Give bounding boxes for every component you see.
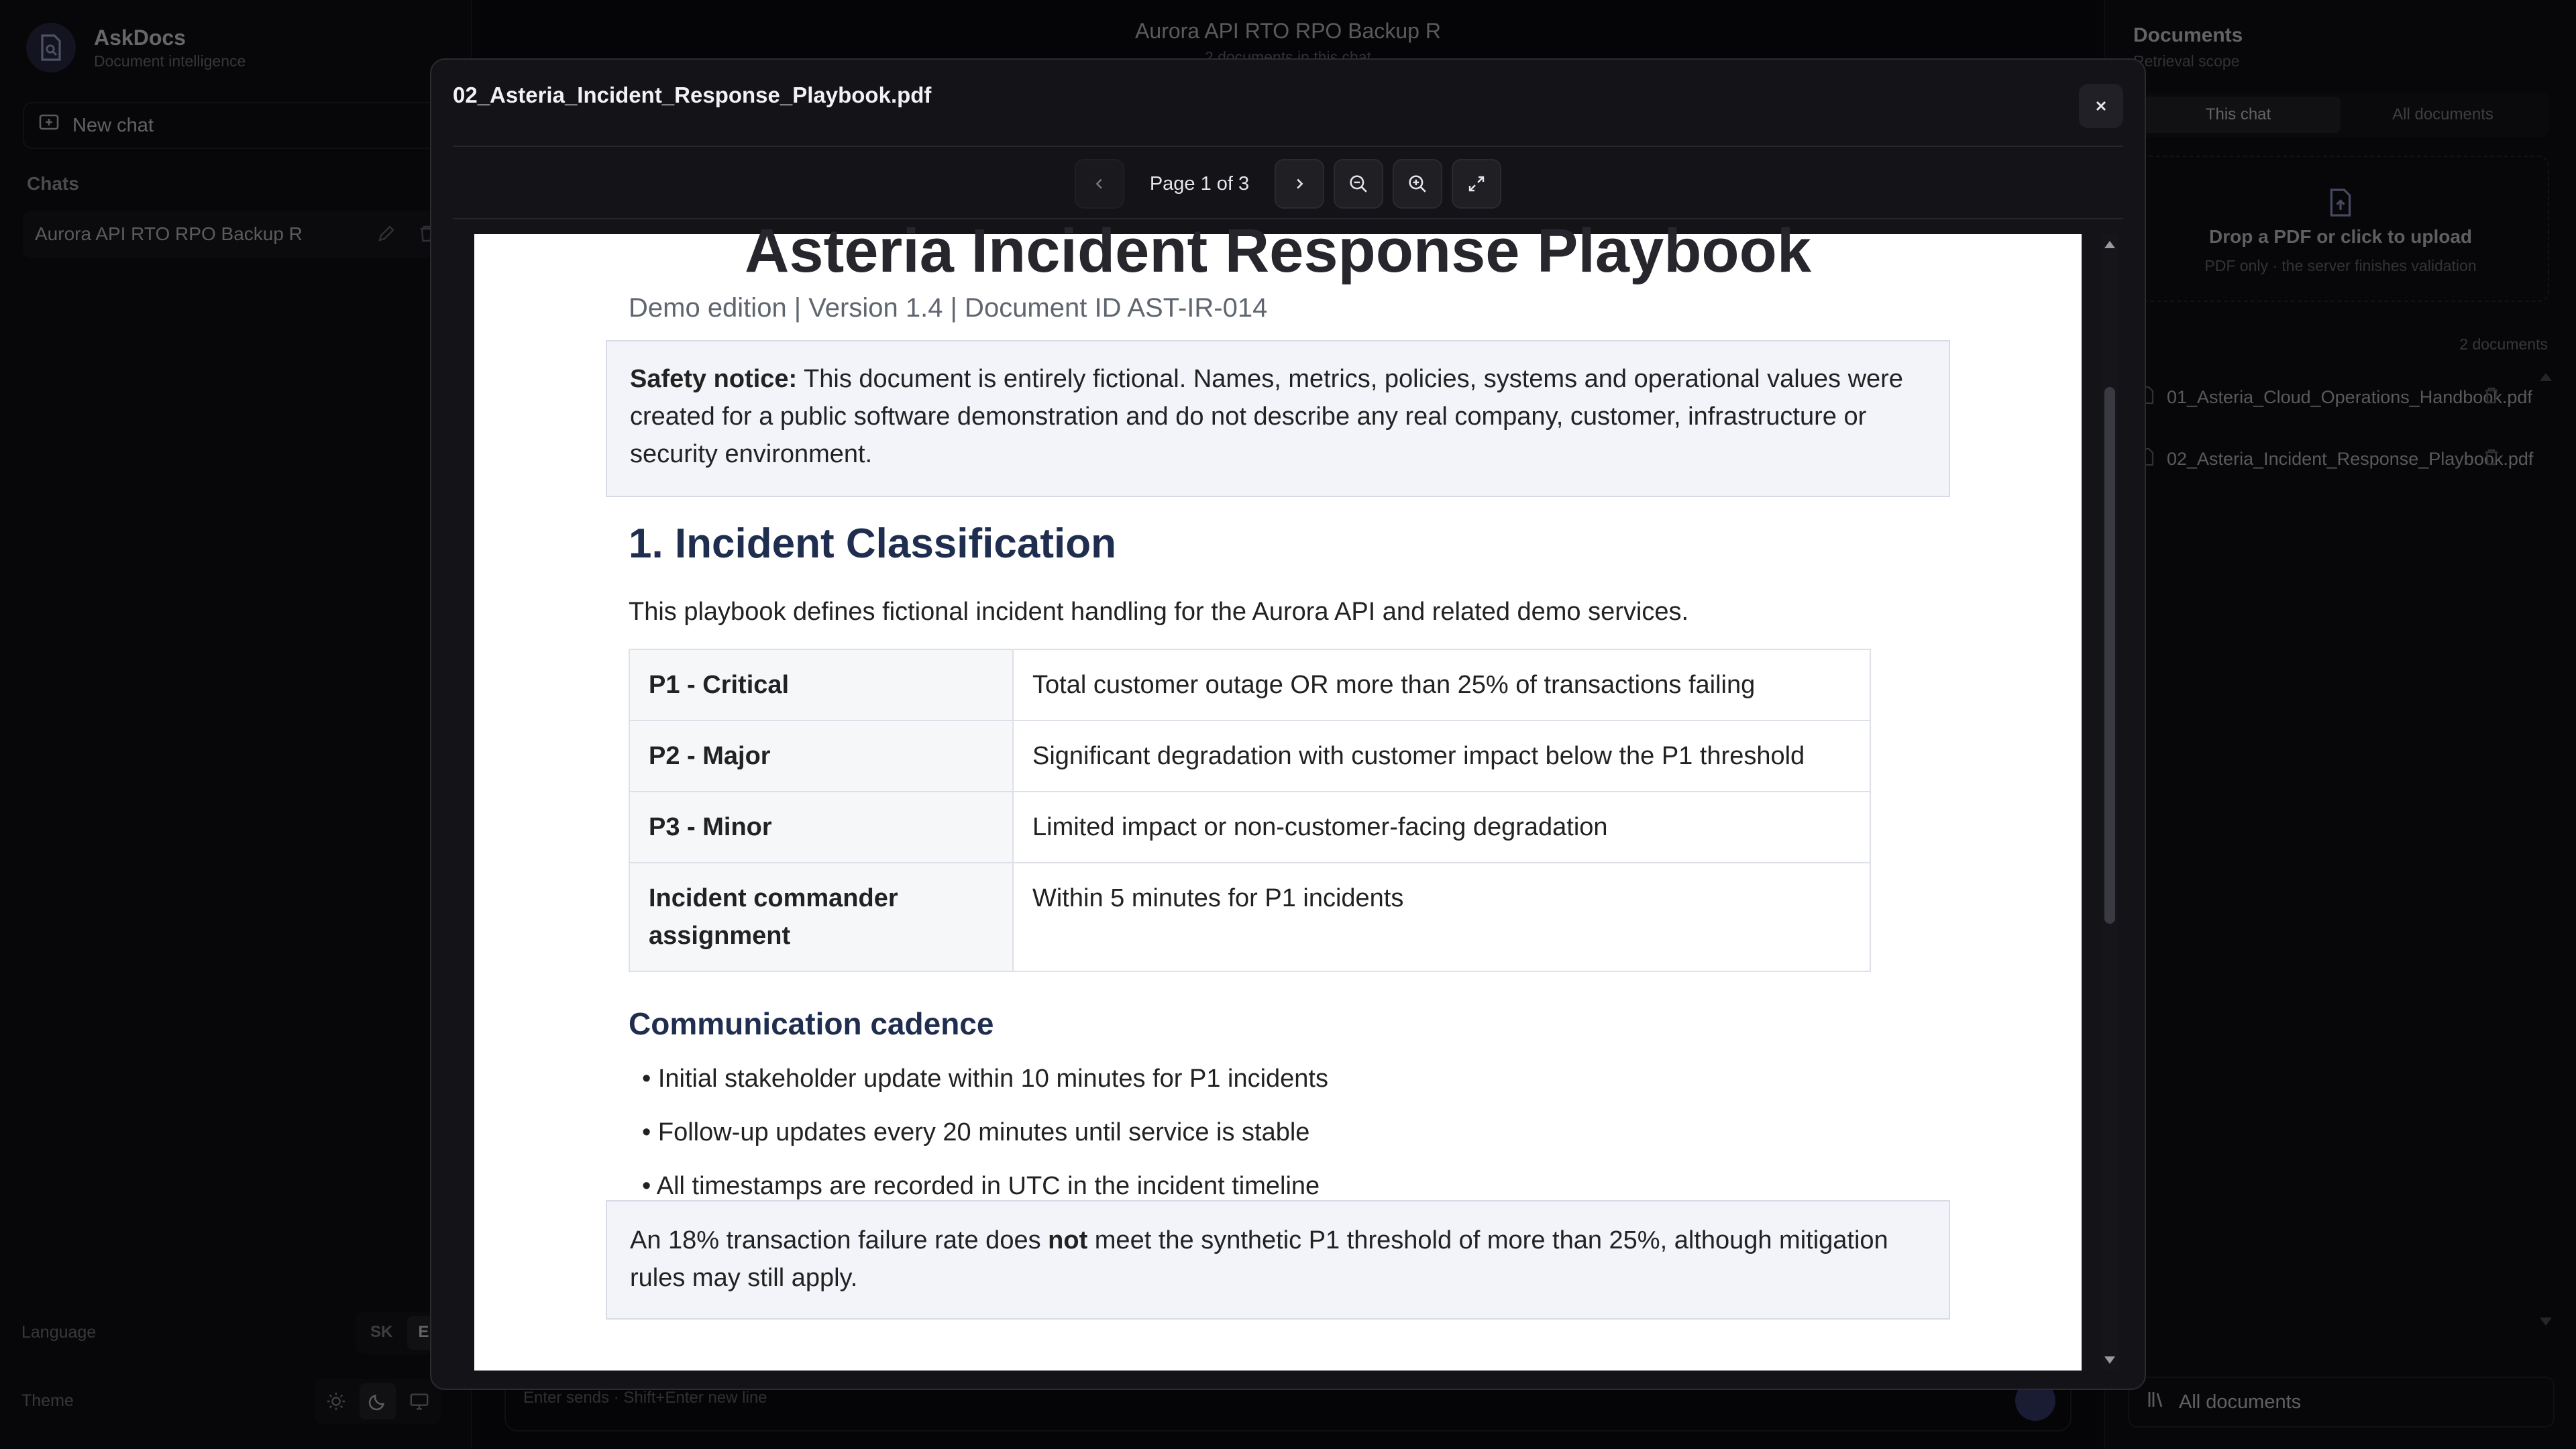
- table-row: [629, 720, 1870, 792]
- subsection-heading: Communication cadence: [629, 1006, 994, 1041]
- safety-notice: [606, 340, 1950, 497]
- close-button[interactable]: [2079, 84, 2123, 128]
- table-key: P2 - Major: [629, 720, 1013, 792]
- callout-text: meet the synthetic P1 threshold of more than 25%, although mitigation rules may still apply.: [630, 1226, 1888, 1292]
- table-row: [629, 649, 1870, 720]
- zoom-in-button[interactable]: [1393, 159, 1442, 209]
- document-title: Asteria Incident Response Playbook: [744, 217, 1811, 285]
- list-item: • Follow-up updates every 20 minutes until service is stable: [642, 1118, 1310, 1146]
- table-key: P1 - Critical: [629, 649, 1013, 720]
- scroll-up-arrow[interactable]: [2104, 241, 2115, 248]
- next-page-button[interactable]: [1275, 159, 1324, 209]
- zoom-out-icon: [1348, 174, 1368, 194]
- callout-text: An 18% transaction failure rate does: [630, 1226, 1049, 1254]
- pdf-viewer-modal: [430, 58, 2146, 1390]
- list-item: • Initial stakeholder update within 10 minutes for P1 incidents: [642, 1065, 1328, 1093]
- table-value: Limited impact or non-customer-facing degradation: [1013, 792, 1870, 863]
- viewer-file-name: 02_Asteria_Incident_Response_Playbook.pdf: [453, 83, 932, 107]
- table-key: P3 - Minor: [629, 792, 1013, 863]
- scrollbar-thumb[interactable]: [2104, 387, 2115, 924]
- page-indicator: Page 1 of 3: [1149, 172, 1250, 195]
- section-heading: 1. Incident Classification: [629, 521, 1116, 567]
- pdf-scrollbar[interactable]: [2102, 234, 2118, 1371]
- table-value: Total customer outage OR more than 25% of transactions failing: [1013, 649, 1870, 720]
- safety-notice-text: This document is entirely fictional. Names, metrics, policies, systems and operational values were created for a public software demonstration and do not describe any real company, customer, infrastructure or security environment.: [630, 365, 1903, 468]
- table-row: [629, 792, 1870, 863]
- pdf-page-viewport[interactable]: [474, 217, 2082, 1371]
- chevron-left-icon: [1092, 176, 1107, 191]
- classification-table: [629, 649, 1871, 972]
- callout-box: [606, 1200, 1950, 1320]
- section-intro: This playbook defines fictional incident handling for the Aurora API and related demo services.: [629, 598, 1689, 626]
- fullscreen-button[interactable]: [1452, 159, 1501, 209]
- table-key: Incident commander assignment: [629, 863, 1013, 971]
- expand-icon: [1467, 174, 1486, 193]
- list-item: • All timestamps are recorded in UTC in the incident timeline: [642, 1172, 1320, 1200]
- chevron-right-icon: [1292, 176, 1307, 191]
- divider: [453, 146, 2123, 147]
- zoom-in-icon: [1407, 174, 1428, 194]
- previous-page-button[interactable]: [1075, 159, 1124, 209]
- close-icon: [2093, 98, 2109, 114]
- document-meta: Demo edition | Version 1.4 | Document ID AST-IR-014: [629, 293, 1268, 323]
- zoom-out-button[interactable]: [1334, 159, 1383, 209]
- safety-notice-label: Safety notice:: [630, 365, 798, 393]
- viewer-toolbar: [431, 158, 2145, 210]
- scroll-down-arrow[interactable]: [2104, 1356, 2115, 1364]
- table-value: Significant degradation with customer impact below the P1 threshold: [1013, 720, 1870, 792]
- table-row: [629, 863, 1870, 971]
- table-value: Within 5 minutes for P1 incidents: [1013, 863, 1870, 971]
- callout-emphasis: not: [1048, 1226, 1088, 1254]
